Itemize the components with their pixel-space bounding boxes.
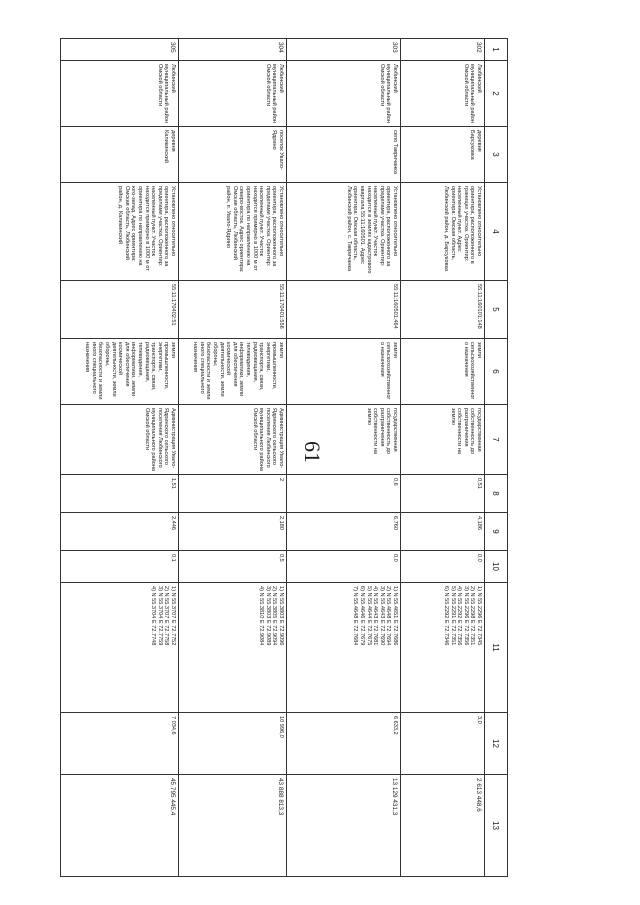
row-number: 303 <box>287 39 401 61</box>
district-cell: Любинский муниципальный район Омской области <box>61 61 179 127</box>
ownership-cell: государственная собственность до разграничения собственности на землю <box>287 405 401 475</box>
ownership-cell: Администрация Увало-Ядринского сельского поселения Любинского муниципального района Омской области <box>179 405 287 475</box>
land-category-cell: земли сельскохозяйственного назначения <box>401 339 485 405</box>
total-cell: 43 888 813,3 <box>179 775 287 877</box>
value-cell: 3,0 <box>401 713 485 775</box>
value-cell: 0,0 <box>401 551 485 583</box>
cadastral-number-cell: 55:11:170401:556 <box>179 281 287 339</box>
row-number: 305 <box>61 39 179 61</box>
value-cell: 0,6 <box>287 475 401 513</box>
page-number: 61 <box>300 441 325 463</box>
location-cell: Установлено относительно ориентира, расположенного за пределами участка. Ориентир: населенный пункт. Участок находится примерно в 1000 м от ориентира по направлению на юго-запад. Адрес ориентира: Омская область, Любинский район, д. Каликинский <box>61 183 179 281</box>
cadastral-number-cell: 55:11:170402:51 <box>61 281 179 339</box>
column-header: 5 <box>485 281 508 339</box>
total-cell: 2 613 448,6 <box>401 775 485 877</box>
location-cell: Установлено относительно ориентира, расположенного в границах участка. Ориентир: населенный пункт. Адрес ориентира: Омская область, Любинский район, д. Барсуковка <box>401 183 485 281</box>
coordinates-cell: 1) N 55.3707 E 72.7752 2) N 55.3707 E 72.7758 3) N 55.3704 E 72.7759 4) N 55.3704 E 72.7748 <box>61 583 179 713</box>
table-row <box>287 39 401 877</box>
coordinates-cell: 1) N 55.4651 E 72.7686 2) N 55.4648 E 72.7694 3) N 55.4643 E 72.7690 4) N 55.4643 E 72.7681 5) N 55.4644 E 72.7675 6) N 55.4646 E 72.7679 7) N 55.4648 E 72.7684 <box>287 583 401 713</box>
coordinates-cell: 1) N 55.2296 E 72.7345 2) N 55.2298 E 72.7351 3) N 55.2296 E 72.7356 4) N 55.2292 E 72.7356 5) N 55.2291 E 72.7351 6) N 55.2292 E 72.7346 <box>401 583 485 713</box>
cadastral-number-cell: 55:11:160501:464 <box>287 281 401 339</box>
table-row <box>401 39 485 877</box>
column-header: 12 <box>485 713 508 775</box>
land-category-cell: земли сельскохозяйственного назначения <box>287 339 401 405</box>
settlement-cell: село Тавричанка <box>287 127 401 183</box>
column-header: 13 <box>485 775 508 877</box>
total-cell: 45 795 445,4 <box>61 775 179 877</box>
column-header: 8 <box>485 475 508 513</box>
row-number: 304 <box>179 39 287 61</box>
ownership-cell: государственная собственность до разграничения собственности на землю <box>401 405 485 475</box>
column-header: 7 <box>485 405 508 475</box>
land-category-cell: земли промышленности, энергетики, транспорта, связи, радиовещания, телевидения, информатики, земли для обеспечения космической деятельности, земли обороны, безопасности и земли иного специального назначения <box>179 339 287 405</box>
column-header: 9 <box>485 513 508 551</box>
column-header: 2 <box>485 61 508 127</box>
value-cell: 1,51 <box>61 475 179 513</box>
value-cell: 2 <box>179 475 287 513</box>
ownership-cell: Администрация Увало-Ядринского сельского поселения Любинского муниципального района Омской области <box>61 405 179 475</box>
rotated-table-container <box>62 38 508 876</box>
value-cell: 0,51 <box>401 475 485 513</box>
location-cell: Установлено относительно ориентира, расположенного за пределами участка. Ориентир: населенный пункт. Участок находится примерно в 1000 м от ориентира по направлению на северо-восток. Адрес ориентира: Омская область, Любинский район, п. Увало-Ядрино <box>179 183 287 281</box>
district-cell: Любинский муниципальный район Омской области <box>401 61 485 127</box>
value-cell: 6,760 <box>287 513 401 551</box>
row-number: 302 <box>401 39 485 61</box>
value-cell: 4,186 <box>401 513 485 551</box>
location-cell: Установлено относительно ориентира, расположенного за пределами участка. Ориентир: населенный пункт. Участок находится в землях кадастрового квартала 55:11:160501. Адрес ориентира: Омская область, Любинский район, с. Тавричанка <box>287 183 401 281</box>
settlement-cell: деревня Каликинский <box>61 127 179 183</box>
cadastral-number-cell: 55:11:160101:148 <box>401 281 485 339</box>
value-cell: 2,446 <box>61 513 179 551</box>
land-category-cell: земли промышленности, энергетики, транспорта, связи, радиовещания, телевидения, информатики, земли для обеспечения космической деятельности, земли обороны, безопасности и земли иного специального назначения <box>61 339 179 405</box>
land-plot-table <box>60 38 508 877</box>
coordinates-cell: 1) N 55.3803 E 72.9096 2) N 55.3805 E 72.9094 3) N 55.3803 E 72.9089 4) N 55.3810 E 72.9084 <box>179 583 287 713</box>
column-header: 10 <box>485 551 508 583</box>
column-header: 11 <box>485 583 508 713</box>
value-cell: 0,1 <box>61 551 179 583</box>
column-header: 6 <box>485 339 508 405</box>
settlement-cell: деревня Барсуковка <box>401 127 485 183</box>
value-cell: 2,180 <box>179 513 287 551</box>
header-row <box>485 39 508 877</box>
value-cell: 6 633,2 <box>287 713 401 775</box>
total-cell: 13 129 431,3 <box>287 775 401 877</box>
value-cell: 7 034,6 <box>61 713 179 775</box>
value-cell: 0,5 <box>179 551 287 583</box>
value-cell: 0,0 <box>287 551 401 583</box>
table-row <box>61 39 179 877</box>
value-cell: 10 996,0 <box>179 713 287 775</box>
table-row <box>179 39 287 877</box>
column-header: 1 <box>485 39 508 61</box>
district-cell: Любинский муниципальный район Омской области <box>179 61 287 127</box>
column-header: 4 <box>485 183 508 281</box>
district-cell: Любинский муниципальный район Омской области <box>287 61 401 127</box>
settlement-cell: поселок Увало-Ядрино <box>179 127 287 183</box>
column-header: 3 <box>485 127 508 183</box>
